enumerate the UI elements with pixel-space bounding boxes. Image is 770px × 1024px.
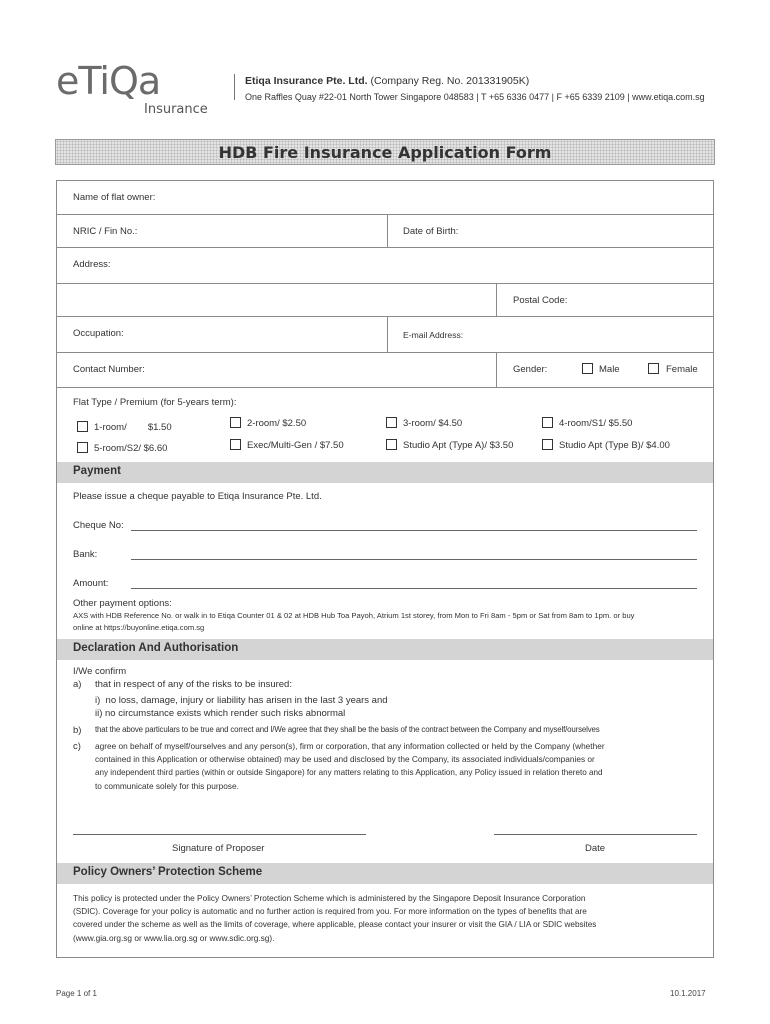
nric-field[interactable]: NRIC / Fin No.:	[73, 226, 138, 237]
flat-option-checkbox[interactable]	[542, 417, 553, 428]
flat-option-checkbox[interactable]	[77, 442, 88, 453]
flat-option-studio-b: Studio Apt (Type B)/ $4.00	[559, 440, 670, 451]
other-payment-text: AXS with HDB Reference No. or walk in to Etiqa Counter 01 & 02 at HDB Hub Toa Payoh, Atrium 1st storey, from Mon to Fri 8am - 5pm or Sat from 8am to 1pm. or buy	[73, 611, 635, 620]
declaration-c-line: agree on behalf of myself/ourselves and any person(s), firm or corporation, that any information collected or held by the Company (whether	[95, 741, 605, 751]
protection-section-header	[57, 863, 713, 884]
col-divider	[387, 214, 388, 247]
flat-option-checkbox[interactable]	[230, 417, 241, 428]
buy-online-link[interactable]: online at https://buyonline.etiqa.com.sg	[73, 623, 205, 632]
form-date: 10.1.2017	[670, 989, 706, 998]
email-field[interactable]: E-mail Address:	[403, 330, 464, 340]
other-payment-label: Other payment options:	[73, 598, 172, 609]
logo-subtitle: Insurance	[144, 102, 208, 117]
declaration-intro: I/We confirm	[73, 666, 127, 677]
row-divider	[56, 283, 714, 284]
flat-option-checkbox[interactable]	[77, 421, 88, 432]
declaration-c-marker: c)	[73, 741, 81, 752]
declaration-a-marker: a)	[73, 679, 82, 690]
amount-label: Amount:	[73, 578, 109, 589]
female-label: Female	[666, 364, 698, 375]
flat-option-checkbox[interactable]	[386, 417, 397, 428]
flat-option-3-room: 3-room/ $4.50	[403, 418, 463, 429]
flat-option-checkbox[interactable]	[230, 439, 241, 450]
row-divider	[56, 214, 714, 215]
male-label: Male	[599, 364, 620, 375]
occupation-field[interactable]: Occupation:	[73, 328, 124, 339]
protection-line: (www.gia.org.sg or www.lia.org.sg or www.sdic.org.sg).	[73, 932, 275, 943]
company-contact: One Raffles Quay #22-01 North Tower Singapore 048583 | T +65 6336 0477 | F +65 6339 2109 | www.etiqa.com.sg	[245, 92, 705, 102]
female-checkbox[interactable]	[648, 363, 659, 374]
company-info	[245, 75, 529, 87]
flat-option-5-room: 5-room/S2/ $6.60	[94, 443, 168, 454]
row-divider	[56, 247, 714, 248]
owner-name-field[interactable]: Name of flat owner:	[73, 192, 156, 203]
cheque-no-label: Cheque No:	[73, 520, 124, 531]
declaration-a-text: that in respect of any of the risks to be insured:	[95, 679, 292, 690]
signature-label: Signature of Proposer	[172, 843, 265, 854]
flat-option-1-room: 1-room/ $1.50	[94, 422, 172, 433]
amount-input[interactable]	[131, 588, 697, 589]
dob-field[interactable]: Date of Birth:	[403, 226, 459, 237]
protection-heading: Policy Owners’ Protection Scheme	[73, 866, 263, 878]
protection-line: (SDIC). Coverage for your policy is automatic and no further action is required from you. For more information on the types of benefits that are	[73, 907, 587, 917]
flat-option-studio-a: Studio Apt (Type A)/ $3.50	[403, 440, 514, 451]
declaration-heading: Declaration And Authorisation	[73, 642, 239, 654]
cheque-instruction: Please issue a cheque payable to Etiqa Insurance Pte. Ltd.	[73, 491, 322, 502]
payment-heading: Payment	[73, 465, 121, 477]
declaration-c-line: contained in this Application or otherwise obtained) may be used and disclosed by the Company, its associated individuals/companies or	[95, 754, 595, 765]
signature-line[interactable]	[73, 834, 366, 835]
row-divider	[56, 352, 714, 353]
row-divider	[56, 387, 714, 388]
flat-option-checkbox[interactable]	[542, 439, 553, 450]
form-title: HDB Fire Insurance Application Form	[218, 143, 552, 162]
bank-input[interactable]	[131, 559, 697, 560]
bank-label: Bank:	[73, 549, 98, 560]
header-divider	[234, 74, 235, 100]
logo-wordmark: eTiQa	[56, 59, 161, 103]
flat-type-label: Flat Type / Premium (for 5-years term):	[73, 397, 237, 408]
flat-option-2-room: 2-room/ $2.50	[247, 418, 307, 429]
protection-text	[73, 892, 703, 945]
declaration-b-text: that the above particulars to be true and correct and I/We agree that they shall be the basis of the contract between the Company and myself/ourselves	[95, 725, 600, 734]
col-divider	[496, 352, 497, 387]
declaration-section-header	[57, 639, 713, 660]
address-field[interactable]: Address:	[73, 259, 111, 270]
form-frame	[56, 180, 714, 958]
declaration-a-i: i) no loss, damage, injury or liability has arisen in the last 3 years and	[95, 695, 388, 706]
cheque-no-input[interactable]	[131, 530, 697, 531]
company-reg: (Company Reg. No. 201331905K)	[370, 75, 530, 87]
gender-label: Gender:	[513, 364, 548, 375]
male-checkbox[interactable]	[582, 363, 593, 374]
payment-section-header	[57, 462, 713, 483]
date-line[interactable]	[494, 834, 697, 835]
declaration-c-line: any independent third parties (within or outside Singapore) for any matters relating to this Application, any Policy issued in relation thereto and	[95, 768, 603, 778]
postal-code-field[interactable]: Postal Code:	[513, 295, 568, 306]
declaration-a-ii: ii) no circumstance exists which render such risks abnormal	[95, 708, 346, 719]
col-divider	[387, 316, 388, 352]
flat-option-exec: Exec/Multi-Gen / $7.50	[247, 440, 344, 451]
protection-line: covered under the scheme as well as the limits of coverage, where applicable, please contact your insurer or visit the GIA / LIA or SDIC websites	[73, 920, 597, 930]
declaration-c-text	[95, 740, 710, 793]
etiqa-logo	[56, 59, 208, 117]
flat-option-checkbox[interactable]	[386, 439, 397, 450]
form-title-bar	[55, 139, 715, 165]
col-divider	[496, 283, 497, 316]
protection-line: This policy is protected under the Policy Owners’ Protection Scheme which is administered by the Singapore Deposit Insurance Corporation	[73, 893, 586, 903]
contact-number-field[interactable]: Contact Number:	[73, 364, 145, 375]
declaration-c-line: to communicate solely for this purpose.	[95, 780, 239, 791]
company-name: Etiqa Insurance Pte. Ltd.	[245, 75, 368, 87]
row-divider	[56, 316, 714, 317]
page-number: Page 1 of 1	[56, 989, 97, 998]
declaration-b-marker: b)	[73, 725, 82, 736]
flat-option-4-room: 4-room/S1/ $5.50	[559, 418, 633, 429]
date-label: Date	[585, 843, 606, 854]
